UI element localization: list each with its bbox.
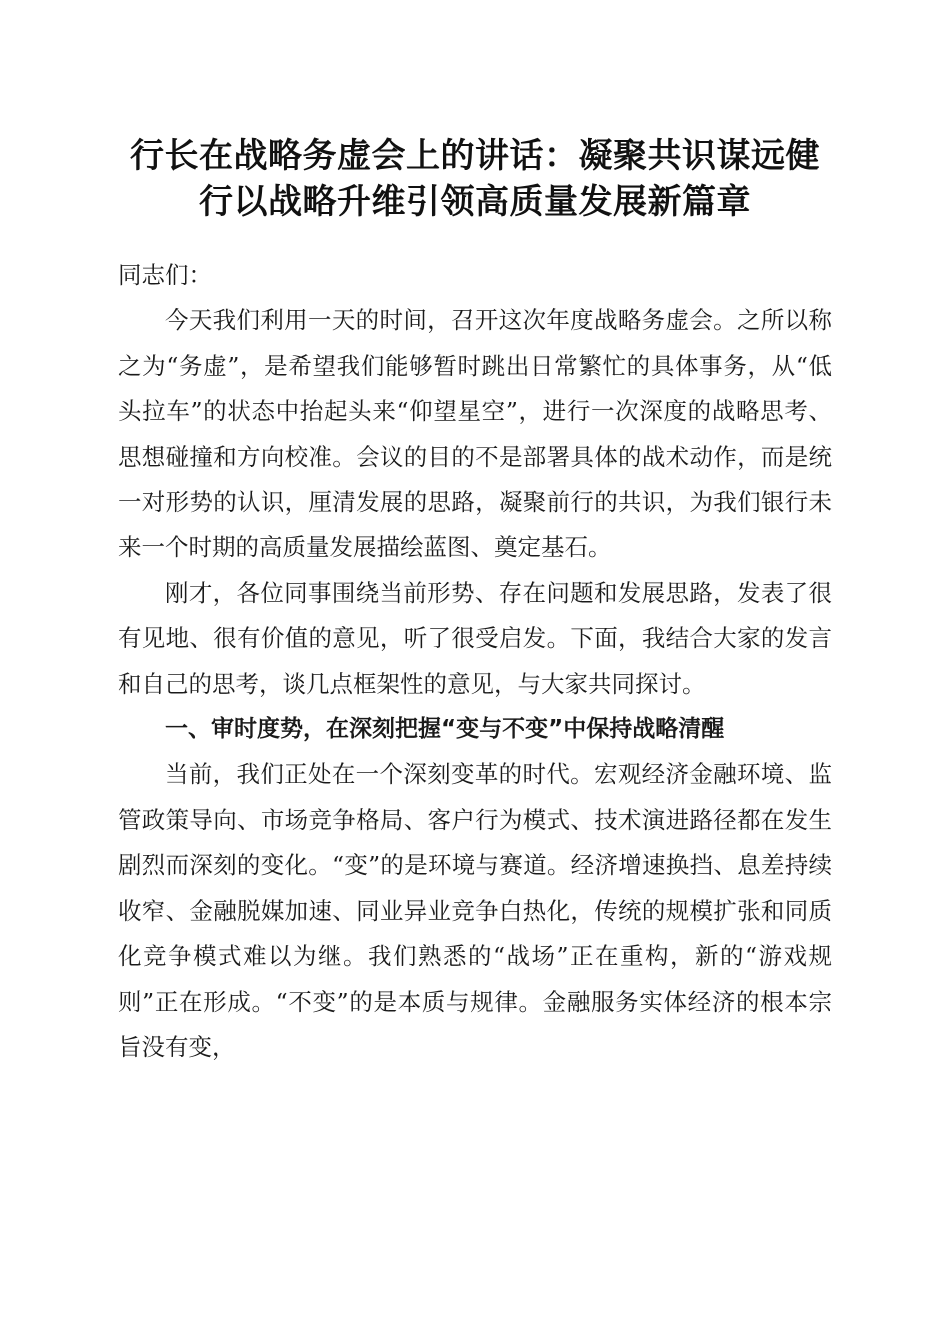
paragraph-intro: 今天我们利用一天的时间，召开这次年度战略务虚会。之所以称之为“务虚”，是希望我们能够暂时跳出日常繁忙的具体事务，从“低头拉车”的状态中抬起头来“仰望星空”，进行一次深度的战略思考、思想碰撞和方向校准。会议的目的不是部署具体的战术动作，而是统一对形势的认识，厘清发展的思路，凝聚前行的共识，为我们银行未来一个时期的高质量发展描绘蓝图、奠定基石。 bbox=[118, 306, 832, 562]
salutation: 同志们： bbox=[118, 261, 212, 289]
paragraph-transition: 刚才，各位同事围绕当前形势、存在问题和发展思路，发表了很有见地、很有价值的意见，听了很受启发。下面，我结合大家的发言和自己的思考，谈几点框架性的意见，与大家共同探讨。 bbox=[118, 578, 832, 698]
section-1-paragraph: 当前，我们正处在一个深刻变革的时代。宏观经济金融环境、监管政策导向、市场竞争格局、客户行为模式、技术演进路径都在发生剧烈而深刻的变化。“变”的是环境与赛道。经济增速换挡、息差持续收窄、金融脱媒加速、同业异业竞争白热化，传统的规模扩张和同质化竞争模式难以为继。我们熟悉的“战场”正在重构，新的“游戏规则”正在形成。“不变”的是本质与规律。金融服务实体经济的根本宗旨没有变， bbox=[118, 760, 832, 1061]
title-line-2: 行以战略升维引领高质量发展新篇章 bbox=[199, 182, 751, 222]
title-line-1: 行长在战略务虚会上的讲话：凝聚共识谋远健 bbox=[130, 136, 820, 176]
document-title bbox=[100, 133, 850, 225]
document-body bbox=[118, 253, 832, 1070]
section-heading-1: 一、审时度势，在深刻把握“变与不变”中保持战略清醒 bbox=[165, 716, 725, 743]
